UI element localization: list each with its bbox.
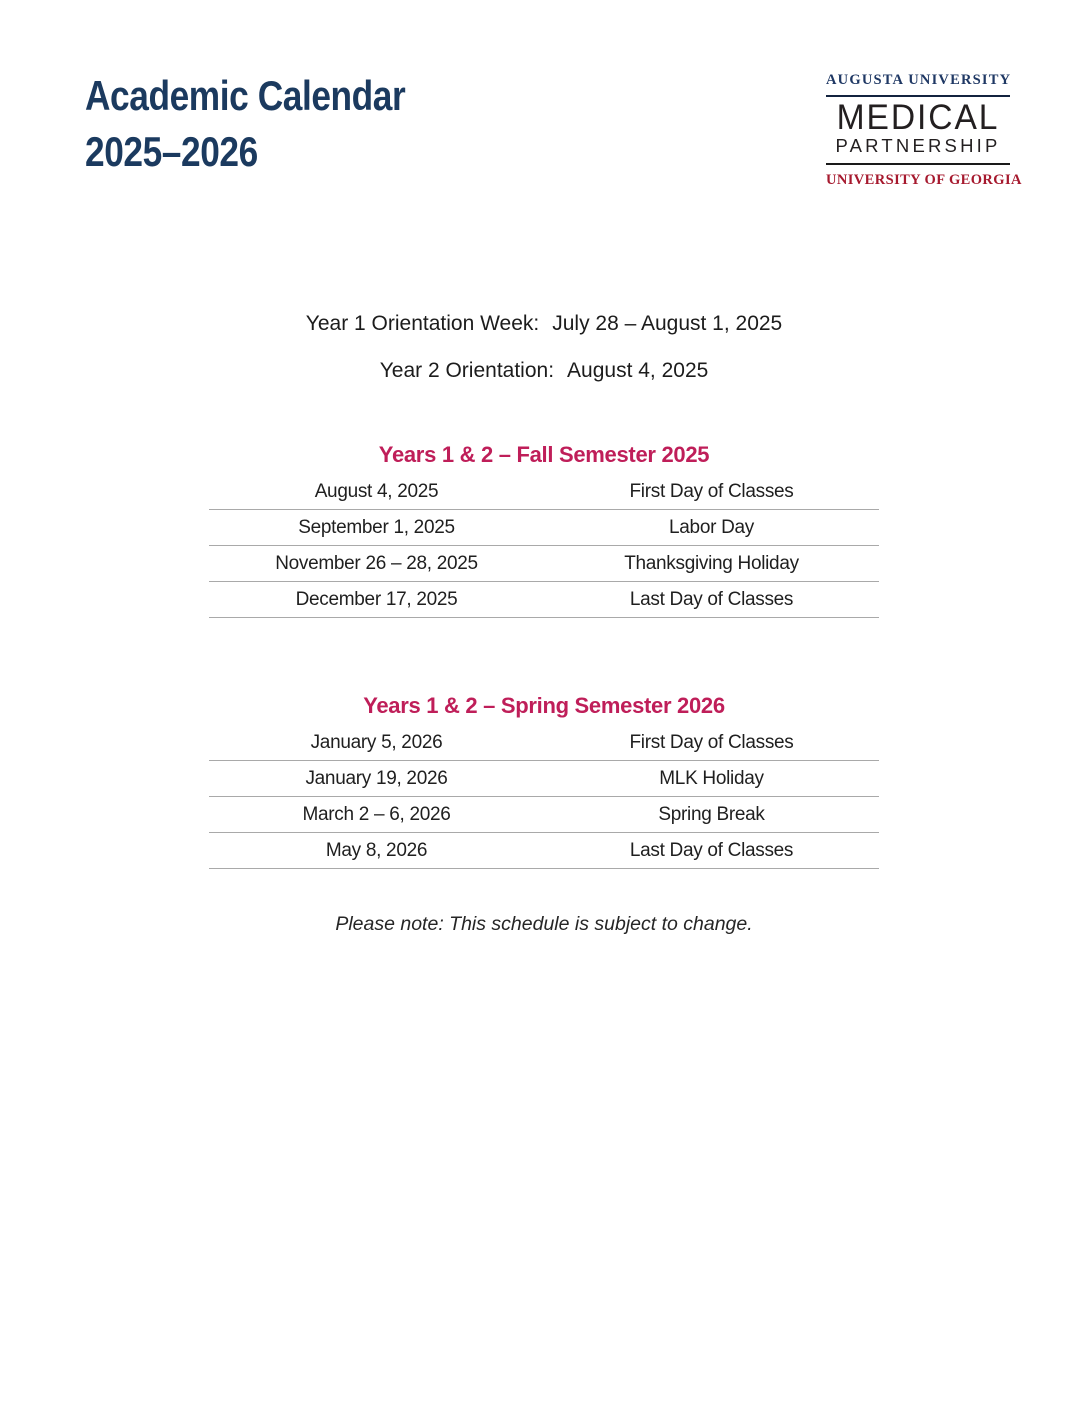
page-title [85,68,405,180]
table-row [209,546,879,582]
calendar-event-cell: MLK Holiday [659,767,764,789]
calendar-date-cell: January 5, 2026 [310,731,443,753]
fall-semester-table [209,474,879,618]
calendar-date-cell: August 4, 2025 [314,480,439,502]
year2-orientation-line [0,359,1088,383]
logo-medical-text: MEDICAL [836,98,1000,137]
calendar-date-cell: January 19, 2026 [305,767,448,789]
table-row [209,797,879,833]
table-row [209,725,879,761]
spring-semester-section [209,693,879,869]
logo-partnership-text: PARTNERSHIP [826,135,1010,165]
table-row [209,761,879,797]
logo-university-of-georgia-text: UNIVERSITY OF GEORGIA [826,172,1022,189]
calendar-event-cell: First Day of Classes [629,480,794,502]
year1-orientation-label: Year 1 Orientation Week: [305,312,540,335]
calendar-event-cell: Spring Break [658,803,765,825]
calendar-date-cell: December 17, 2025 [295,588,458,610]
fall-semester-section [209,442,879,618]
calendar-event-cell: Labor Day [669,516,754,538]
year2-orientation-dates: August 4, 2025 [567,359,709,382]
calendar-date-cell: March 2 – 6, 2026 [302,803,451,825]
spring-semester-title: Years 1 & 2 – Spring Semester 2026 [363,693,725,718]
calendar-event-cell: Last Day of Classes [629,588,794,610]
fall-semester-title: Years 1 & 2 – Fall Semester 2025 [378,442,710,467]
calendar-event-cell: Thanksgiving Holiday [624,552,799,574]
table-row [209,833,879,869]
calendar-date-cell: May 8, 2026 [325,839,428,861]
year2-orientation-label: Year 2 Orientation: [379,359,555,382]
year1-orientation-line [0,312,1088,336]
calendar-date-cell: November 26 – 28, 2025 [275,552,478,574]
year1-orientation-dates: July 28 – August 1, 2025 [552,312,783,335]
calendar-date-cell: September 1, 2025 [298,516,455,538]
table-row [209,582,879,618]
logo-augusta-university-text: AUGUSTA UNIVERSITY [826,72,1010,97]
calendar-event-cell: First Day of Classes [629,731,794,753]
page-title-line2: 2025–2026 [85,127,258,175]
schedule-change-note: Please note: This schedule is subject to change. [335,913,753,935]
table-row [209,510,879,546]
page-title-line1: Academic Calendar [85,72,406,119]
table-row [209,474,879,510]
calendar-event-cell: Last Day of Classes [629,839,794,861]
spring-semester-table [209,725,879,869]
orientation-block [0,312,1088,383]
medical-partnership-logo [826,72,1022,189]
